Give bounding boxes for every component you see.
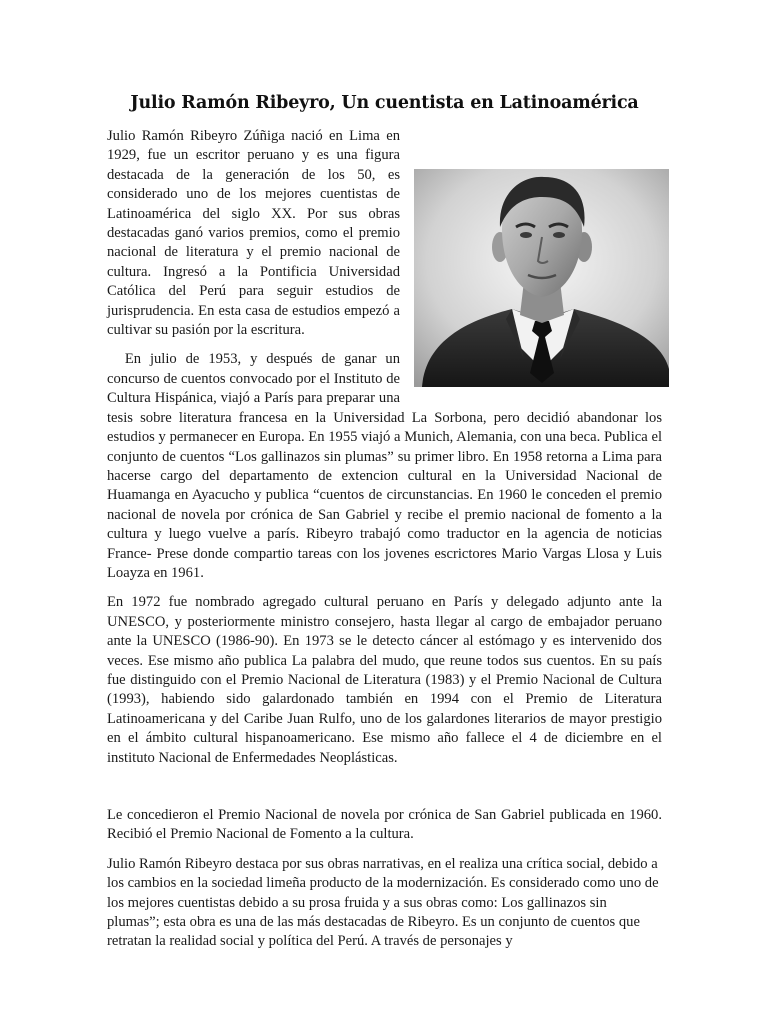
document-title: Julio Ramón Ribeyro, Un cuentista en Latinoamérica xyxy=(130,93,639,113)
paragraph-awards: Le concedieron el Premio Nacional de novela por crónica de San Gabriel publicada en 1960. Recibió el Premio Nacional de Fomento a la cultura. xyxy=(107,807,662,843)
paragraph-unesco-career: En 1972 fue nombrado agregado cultural peruano en París y delegado adjunto ante la UNESCO, y posteriormente ministro consejero, hasta llegar al cargo de embajador peruano ante la UNESCO (1986-90). En 1973 se le detecto cáncer al estómago y es intervenido dos veces. Ese mismo año publica La palabra del mudo, que reune todos sus cuentos. En su país fue distinguido con el Premio Nacional de Literatura (1983) y el Premio Nacional de Cultura (1993), habiendo sido galardonado también en 1994 con el Premio de Literatura Latinoamericana y del Caribe Juan Rulfo, uno de los galardones literarios de mayor prestigio en el ámbito cultural hispanoamericano. Ese mismo año fallece el 4 de diciembre en el instituto Nacional de Enfermedades Neoplásticas. xyxy=(107,594,662,766)
paragraph-europe-years: En julio de 1953, y después de ganar un concurso de cuentos convocado por el Instituto de Cultura Hispánica, viajó a París para preparar una tesis sobre literatura francesa en la Universidad La Sorbona, pero decidió abandonar los estudios y permanecer en Europa. En 1955 viajó a Munich, Alemania, con una beca. Publica el conjunto de cuentos “Los gallinazos sin plumas” su primer libro. En 1958 retorna a Lima para hacerse cargo del departamento de extencion cultural en la Universidad Nacional de Huamanga en Ayacucho y publica “cuentos de circunstancias. En 1960 le conceden el premio nacional de novela por crónica de San Gabriel y recibe el premio nacional de fomento a la cultura y luego vuelve a parís. Ribeyro trabajó como traductor en la agencia de noticias France- Prese donde compartio tareas con los jovenes escrictores Mario Vargas Llosa y Luis Loayza en 1961. xyxy=(107,351,662,581)
document-page xyxy=(107,88,662,952)
author-portrait-photo xyxy=(414,169,669,387)
paragraph-literary-work: Julio Ramón Ribeyro destaca por sus obras narrativas, en el realiza una crítica social, debido a los cambios en la sociedad limeña producto de la modernización. Es considerado como uno de los mejores cuentistas debido a su prosa fruida y a sus obras como: Los gallinazos sin plumas”; esta obra es una de las más destacadas de Ribeyro. Es un conjunto de cuentos que retratan la realidad social y política del Perú. A través de personajes y xyxy=(107,855,659,950)
paragraph-biography-intro: Julio Ramón Ribeyro Zúñiga nació en Lima en 1929, fue un escritor peruano y es una figura destacada de la generación de los 50, es considerado uno de los mejores cuentistas de Latinoamérica del siglo XX. Por sus obras destacadas ganó varios premios, como el premio nacional de literatura y el premio nacional de cultura. Ingresó a la Pontificia Universidad Católica del Perú para seguir estudios de jurisprudencia. En esta casa de estudios empezó a cultivar su pasión por la escritura. xyxy=(107,128,400,339)
